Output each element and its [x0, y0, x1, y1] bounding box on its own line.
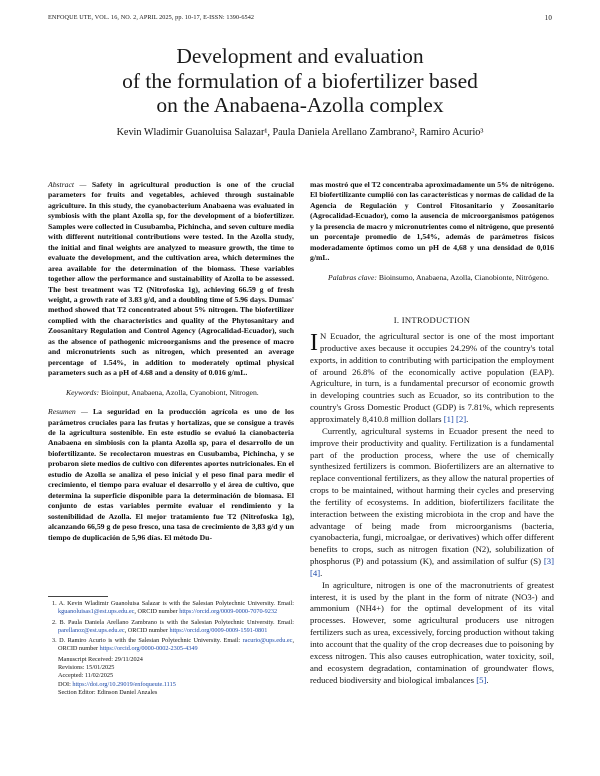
intro-paragraph-1: I N Ecuador, the agricultural sector is one of the most important productive axes because it occupies 24.29% of the country's total exports, in addition to contributing with participation the employment of around 26.8% of the economically active population (EAP). Agriculture, in turn, is a fundamental precursor of economic growth in developing countries such as Ecuador, so its contribution to the country's Gross Domestic Product (GDP) is 7.81%, which represents approximately 8,410.8 million dollars [1] [2].	[310, 330, 554, 424]
journal-line: ENFOQUE UTE, VOL. 16, NO. 2, APRIL 2025, pp. 10-17, E-ISSN: 1390-6542	[48, 14, 255, 21]
authors: Kevin Wladimir Guanoluisa Salazar¹, Paula Daniela Arellano Zambrano², Ramiro Acurio³	[116, 127, 484, 138]
citation-1-2[interactable]: [1] [2]	[443, 413, 467, 424]
keywords-text: Bioinput, Anabaena, Azolla, Cyanobiont, Nitrogen.	[99, 387, 259, 397]
title-line-3: on the Anabaena-Azolla complex	[156, 93, 444, 118]
doi-link[interactable]: https://doi.org/10.29019/enfoqueute.1115	[72, 680, 176, 688]
drop-cap: I	[310, 330, 318, 357]
title-line-1: Development and evaluation	[176, 44, 424, 68]
email-link-2[interactable]: parellanoz@est.ups.edu.ec	[58, 626, 125, 634]
title-line-2: of the formulation of a biofertilizer based	[122, 68, 478, 93]
keywords	[48, 388, 294, 398]
revisions-date: Revisions: 15/01/2025	[58, 664, 115, 672]
doi-line: DOI: https://doi.org/10.29019/enfoqueute.1115	[58, 680, 176, 688]
left-column	[48, 180, 294, 543]
section-heading-introduction: I. INTRODUCTION	[393, 315, 471, 326]
resumen	[48, 407, 294, 543]
footnote-1: 1. A. Kevin Wladimir Guanoluisa Salazar is with the Salesian Polytechnic University. Email: kguanoluisas1@est.ups.edu.ec, ORCID number https://orcid.org/0009-0000-7070-9232	[52, 600, 294, 616]
palabras-text: Bioinsumo, Anabaena, Azolla, Cianobionte, Nitrógeno.	[376, 272, 549, 282]
abstract	[48, 180, 294, 379]
footnote-3: 3. D. Ramiro Acurio is with the Salesian Polytechnic University. Email: racurio@ups.edu.ec, ORCID number https://orcid.org/0000-0002-2305-4349	[52, 637, 294, 653]
received-date: Manuscript Received: 29/11/2024	[58, 655, 143, 663]
abstract-label: Abstract —	[48, 180, 87, 189]
footnote-2: 2. B. Paula Daniela Arellano Zambrano is with the Salesian Polytechnic University. Email: parellanoz@est.ups.edu.ec, ORCID number https://orcid.org/0009-0009-1591-0801	[52, 618, 294, 634]
paper-title	[48, 44, 552, 118]
intro-paragraph-3: In agriculture, nitrogen is one of the macronutrients of greatest interest, it is used by the plant in the form of nitrate (NO3-) and ammonium (NH4+) for the optimal development of its vital processes. However, some agricultural producers use nitrogen fertilizers such as urea, excessively, forcing production without taking into account that the quality of the crop decreases due to poisoning by excess nitrogen. This also causes eutrophication, water toxicity, soil, and ecosystem degradation, contamination of groundwater flows, reduced biodiversity and biological imbalances [5].	[310, 579, 554, 685]
footnote-divider	[48, 596, 108, 597]
resumen-continued	[310, 180, 554, 264]
section-editor: Section Editor: Edinson Daniel Anzales	[58, 688, 158, 696]
palabras-clave	[310, 273, 554, 283]
email-link-1[interactable]: kguanoluisas1@est.ups.edu.ec	[58, 608, 135, 616]
right-column	[310, 180, 554, 686]
resumen-label: Resumen —	[48, 407, 88, 417]
palabras-label: Palabras clave:	[328, 272, 377, 282]
resumen-text-a: La seguridad en la producción agrícola es uno de los parámetros cruciales para las frutas y hortalizas, que se consigue a través de la agricultura sostenible. En este estudio se evaluó la cianobacteria Anabaena en simbiosis con la planta Azolla sp, para el desarrollo de un biofertilizante. Se recolectaron muestras en Cusubamba, Pichincha, y se probaron siete medios de cultivo con diferentes aportes nutricionales. En el estudio de Azolla se analiza el peso inicial y el peso final para medir el crecimiento, el tiempo para evaluar el desarrollo y el área de cultivo, que determina la superficie disponible para la determinación de biomasa. El conjunto de estas variables permite evaluar el rendimiento y la sostenibilidad de Azolla. El mejor tratamiento fue T2 (Nitrofoska 1g), alcanzando 66,59 g de peso fresco, una tasa de crecimiento de 3,83 g/d y un tiempo de duplicación de 5,96 días. El método Du-	[48, 407, 294, 542]
footnotes	[48, 600, 294, 697]
orcid-link-3[interactable]: https://orcid.org/0000-0002-2305-4349	[99, 645, 198, 653]
email-link-3[interactable]: racurio@ups.edu.ec	[242, 637, 293, 645]
intro-paragraph-2: Currently, agricultural systems in Ecuador present the need to improve their productivity and quality. Fertilization is a fundamental part of the production process, where the use of chemically synthesized fertilizers is common. Biofertilizers are an alternative to replace conventional fertilizers, as they allow the natural properties of crops to be maintained, without harming their cycles and preserving the fertility of ecosystems. In addition, biofertilizers facilitate the interaction between the existing microbiota in the crop and have the advantage of being made from microorganisms (bacteria, cyanobacteria, fungi, microalgae, or derivatives) which offer different benefits to crops, such as nitrogen fixation (N2), solubilization of phosphorus (P) and potassium (K), and assimilation of sulfur (S) [3] [4].	[310, 425, 554, 578]
citation-5[interactable]: [5]	[476, 674, 487, 685]
accepted-date: Accepted: 11/02/2025	[58, 672, 114, 680]
keywords-label: Keywords:	[66, 387, 100, 397]
abstract-text: Safety in agricultural production is one of the crucial parameters for fruits and vegetables, achieved through sustainable agriculture. In this study, the cyanobacterium Anabaena was evaluated in symbiosis with the plant Azolla sp, for the development of a biofertilizer. Samples were collected in Cusubamba, Pichincha, and seven culture media with different nutritional contributions were tested. In the Azolla study, the initial and final weights are analyzed to measure growth, the time to evaluate the development, and the cultivation area, which determines the area available for the determination of the biomass. These variables together allow the performance and sustainability of Azolla to be assessed. The best treatment was T2 (Nitrofoska 1g), achieving 66.59 g of fresh weight, a growth rate of 3.83 g/d, and a doubling time of 5.96 days. Dumas' method showed that T2 concentrated about 5% nitrogen. The biofertilizer complied with the characteristics and quality of the Phytosanitary and Zoosanitary Regulation and Control Agency (Agrocalidad-Ecuador), such as the absence of pathogenic microorganisms and the presence of macro and micronutrients such as nitrogen, which presented an average percentage of 1.54%, in addition to moderately optimal physical parameters such as a pH of 4.68 and a density of 0.016 g/mL.	[48, 180, 294, 378]
page-number: 10	[544, 14, 552, 22]
citation-3-4[interactable]: [3] [4]	[310, 556, 554, 578]
orcid-link-1[interactable]: https://orcid.org/0009-0000-7070-9232	[179, 608, 278, 616]
resumen-text-b: mas mostró que el T2 concentraba aproximadamente un 5% de nitrógeno. El biofertilizante cumplió con las características y normas de calidad de la Agencia de Regulación y Control Fitosanitario y Zoosanitario (Agrocalidad-Ecuador), como la ausencia de microorganismos patógenos y la presencia de macro y micronutrientes como el nitrógeno, que presentó un porcentaje promedio de 1,54%, además de parámetros físicos moderadamente óptimos como un pH de 4,68 y una densidad de 0,016 g/mL.	[310, 180, 554, 263]
orcid-link-2[interactable]: https://orcid.org/0009-0009-1591-0801	[169, 626, 268, 634]
